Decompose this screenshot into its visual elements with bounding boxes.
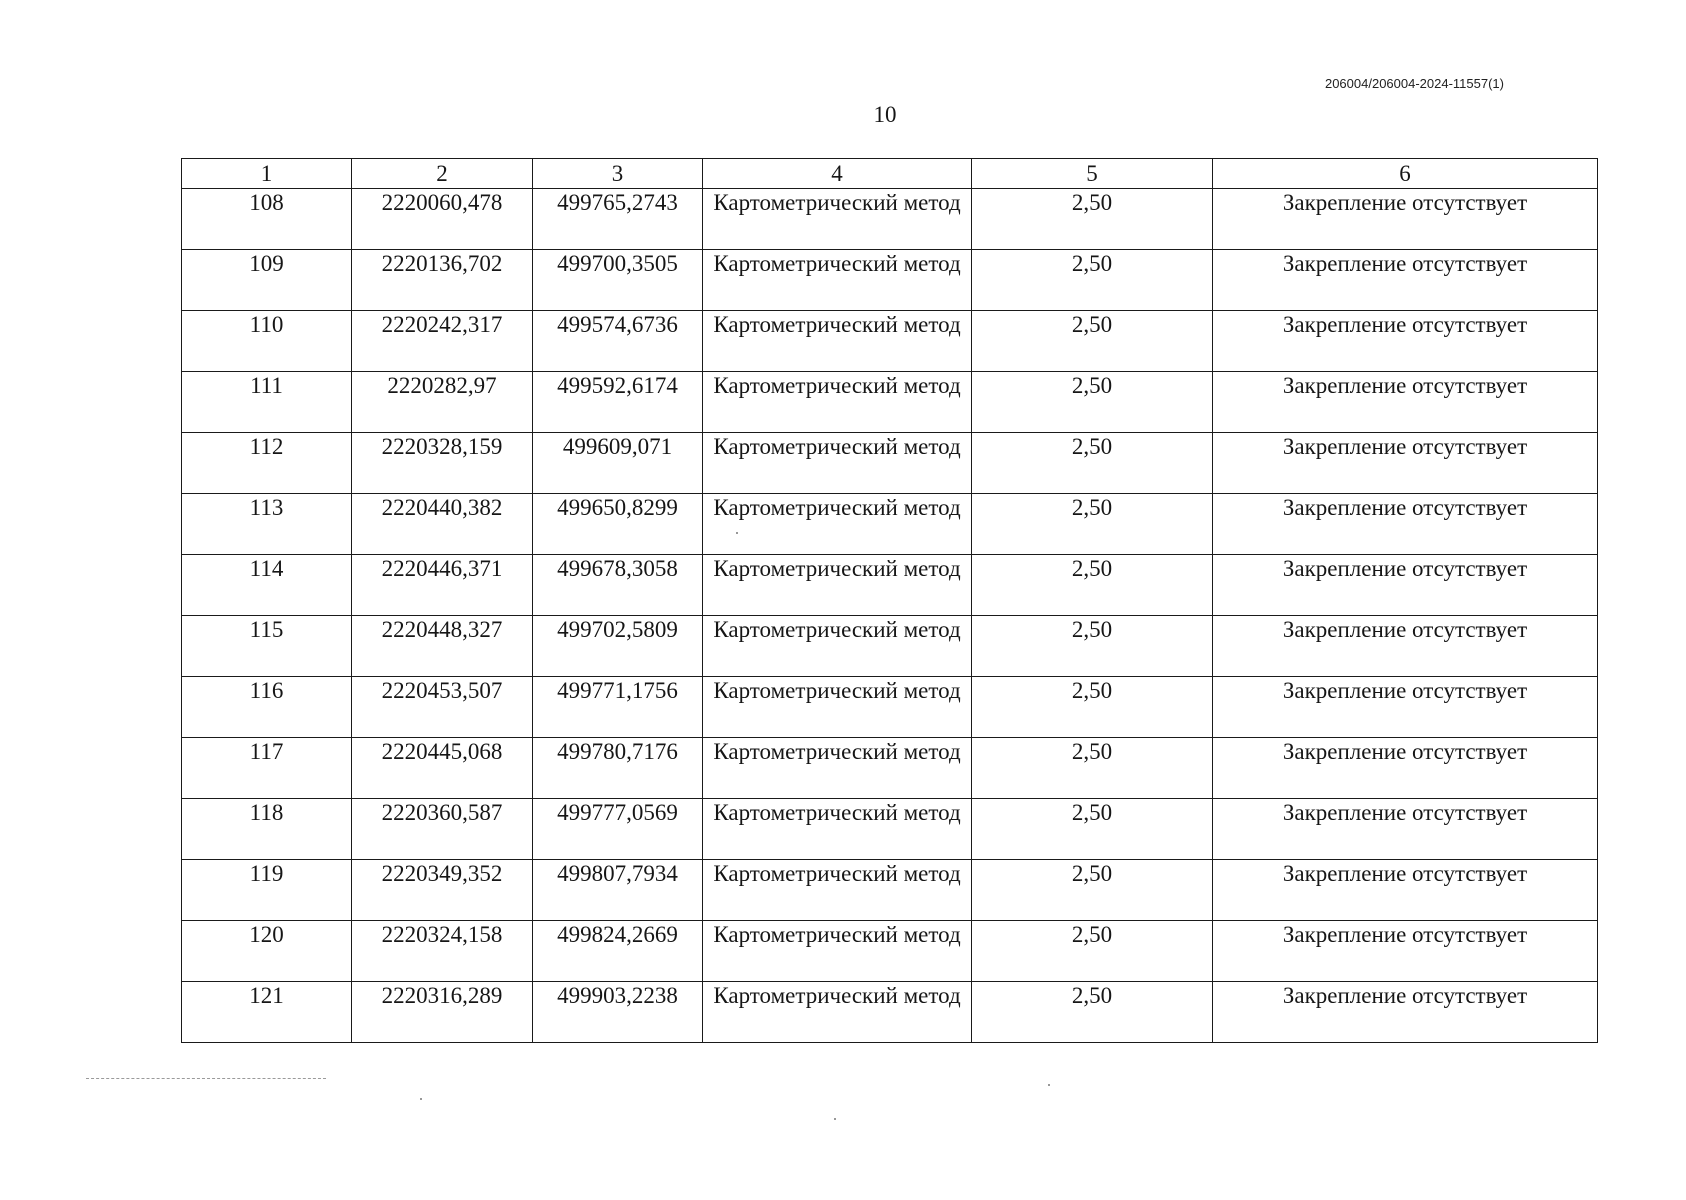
- method-cell: Картометрический метод: [703, 921, 972, 982]
- x-coordinate-cell: 2220445,068: [352, 738, 533, 799]
- coordinates-table: [181, 158, 1598, 1043]
- accuracy-cell: 2,50: [972, 921, 1213, 982]
- scan-speck: [1048, 1084, 1050, 1086]
- y-coordinate-cell: 499771,1756: [533, 677, 703, 738]
- accuracy-cell: 2,50: [972, 738, 1213, 799]
- fixing-description-cell: Закрепление отсутствует: [1213, 433, 1598, 494]
- point-number-cell: 117: [182, 738, 352, 799]
- fixing-description-cell: Закрепление отсутствует: [1213, 311, 1598, 372]
- y-coordinate-cell: 499777,0569: [533, 799, 703, 860]
- point-number-cell: 112: [182, 433, 352, 494]
- accuracy-cell: 2,50: [972, 555, 1213, 616]
- x-coordinate-cell: 2220136,702: [352, 250, 533, 311]
- x-coordinate-cell: 2220349,352: [352, 860, 533, 921]
- point-number-cell: 120: [182, 921, 352, 982]
- y-coordinate-cell: 499609,071: [533, 433, 703, 494]
- accuracy-cell: 2,50: [972, 372, 1213, 433]
- table-row: [182, 738, 1598, 799]
- scan-artifact-line: [86, 1078, 326, 1079]
- x-coordinate-cell: 2220282,97: [352, 372, 533, 433]
- y-coordinate-cell: 499592,6174: [533, 372, 703, 433]
- table-row: [182, 555, 1598, 616]
- table-row: [182, 982, 1598, 1043]
- method-cell: Картометрический метод: [703, 250, 972, 311]
- y-coordinate-cell: 499678,3058: [533, 555, 703, 616]
- method-cell: Картометрический метод: [703, 677, 972, 738]
- accuracy-cell: 2,50: [972, 494, 1213, 555]
- point-number-cell: 111: [182, 372, 352, 433]
- table-body: [182, 159, 1598, 1043]
- method-cell: Картометрический метод: [703, 738, 972, 799]
- point-number-cell: 109: [182, 250, 352, 311]
- fixing-description-cell: Закрепление отсутствует: [1213, 921, 1598, 982]
- y-coordinate-cell: 499903,2238: [533, 982, 703, 1043]
- table-row: [182, 372, 1598, 433]
- method-cell: Картометрический метод: [703, 372, 972, 433]
- scan-speck: [420, 1098, 422, 1100]
- accuracy-cell: 2,50: [972, 433, 1213, 494]
- x-coordinate-cell: 2220446,371: [352, 555, 533, 616]
- column-header: 5: [972, 159, 1213, 189]
- table-row: [182, 494, 1598, 555]
- x-coordinate-cell: 2220242,317: [352, 311, 533, 372]
- method-cell: Картометрический метод: [703, 799, 972, 860]
- method-cell: Картометрический метод: [703, 433, 972, 494]
- y-coordinate-cell: 499780,7176: [533, 738, 703, 799]
- fixing-description-cell: Закрепление отсутствует: [1213, 860, 1598, 921]
- x-coordinate-cell: 2220060,478: [352, 189, 533, 250]
- x-coordinate-cell: 2220316,289: [352, 982, 533, 1043]
- accuracy-cell: 2,50: [972, 311, 1213, 372]
- method-cell: Картометрический метод: [703, 616, 972, 677]
- fixing-description-cell: Закрепление отсутствует: [1213, 372, 1598, 433]
- y-coordinate-cell: 499650,8299: [533, 494, 703, 555]
- table-row: [182, 250, 1598, 311]
- point-number-cell: 118: [182, 799, 352, 860]
- y-coordinate-cell: 499574,6736: [533, 311, 703, 372]
- point-number-cell: 119: [182, 860, 352, 921]
- y-coordinate-cell: 499700,3505: [533, 250, 703, 311]
- table-row: [182, 860, 1598, 921]
- x-coordinate-cell: 2220324,158: [352, 921, 533, 982]
- fixing-description-cell: Закрепление отсутствует: [1213, 982, 1598, 1043]
- point-number-cell: 114: [182, 555, 352, 616]
- table-row: [182, 189, 1598, 250]
- table-row: [182, 433, 1598, 494]
- table-row: [182, 799, 1598, 860]
- method-cell: Картометрический метод: [703, 982, 972, 1043]
- point-number-cell: 113: [182, 494, 352, 555]
- accuracy-cell: 2,50: [972, 860, 1213, 921]
- x-coordinate-cell: 2220448,327: [352, 616, 533, 677]
- fixing-description-cell: Закрепление отсутствует: [1213, 494, 1598, 555]
- column-header: 6: [1213, 159, 1598, 189]
- method-cell: Картометрический метод: [703, 311, 972, 372]
- point-number-cell: 110: [182, 311, 352, 372]
- column-header: 2: [352, 159, 533, 189]
- page-number: 10: [873, 102, 897, 127]
- method-cell: Картометрический метод: [703, 494, 972, 555]
- point-number-cell: 121: [182, 982, 352, 1043]
- table-row: [182, 616, 1598, 677]
- table-row: [182, 677, 1598, 738]
- column-header: 4: [703, 159, 972, 189]
- accuracy-cell: 2,50: [972, 677, 1213, 738]
- point-number-cell: 115: [182, 616, 352, 677]
- scan-speck: [736, 532, 738, 534]
- fixing-description-cell: Закрепление отсутствует: [1213, 189, 1598, 250]
- x-coordinate-cell: 2220440,382: [352, 494, 533, 555]
- method-cell: Картометрический метод: [703, 555, 972, 616]
- accuracy-cell: 2,50: [972, 799, 1213, 860]
- column-header: 3: [533, 159, 703, 189]
- fixing-description-cell: Закрепление отсутствует: [1213, 738, 1598, 799]
- column-header: 1: [182, 159, 352, 189]
- x-coordinate-cell: 2220453,507: [352, 677, 533, 738]
- y-coordinate-cell: 499702,5809: [533, 616, 703, 677]
- accuracy-cell: 2,50: [972, 189, 1213, 250]
- fixing-description-cell: Закрепление отсутствует: [1213, 616, 1598, 677]
- accuracy-cell: 2,50: [972, 250, 1213, 311]
- scan-speck: [834, 1118, 836, 1120]
- method-cell: Картометрический метод: [703, 189, 972, 250]
- point-number-cell: 116: [182, 677, 352, 738]
- table-row: [182, 311, 1598, 372]
- table-row: [182, 921, 1598, 982]
- accuracy-cell: 2,50: [972, 982, 1213, 1043]
- y-coordinate-cell: 499765,2743: [533, 189, 703, 250]
- accuracy-cell: 2,50: [972, 616, 1213, 677]
- table-header-row: [182, 159, 1598, 189]
- y-coordinate-cell: 499824,2669: [533, 921, 703, 982]
- document-id: 206004/206004-2024-11557(1): [1324, 76, 1504, 91]
- fixing-description-cell: Закрепление отсутствует: [1213, 555, 1598, 616]
- x-coordinate-cell: 2220360,587: [352, 799, 533, 860]
- point-number-cell: 108: [182, 189, 352, 250]
- x-coordinate-cell: 2220328,159: [352, 433, 533, 494]
- method-cell: Картометрический метод: [703, 860, 972, 921]
- fixing-description-cell: Закрепление отсутствует: [1213, 250, 1598, 311]
- fixing-description-cell: Закрепление отсутствует: [1213, 799, 1598, 860]
- y-coordinate-cell: 499807,7934: [533, 860, 703, 921]
- fixing-description-cell: Закрепление отсутствует: [1213, 677, 1598, 738]
